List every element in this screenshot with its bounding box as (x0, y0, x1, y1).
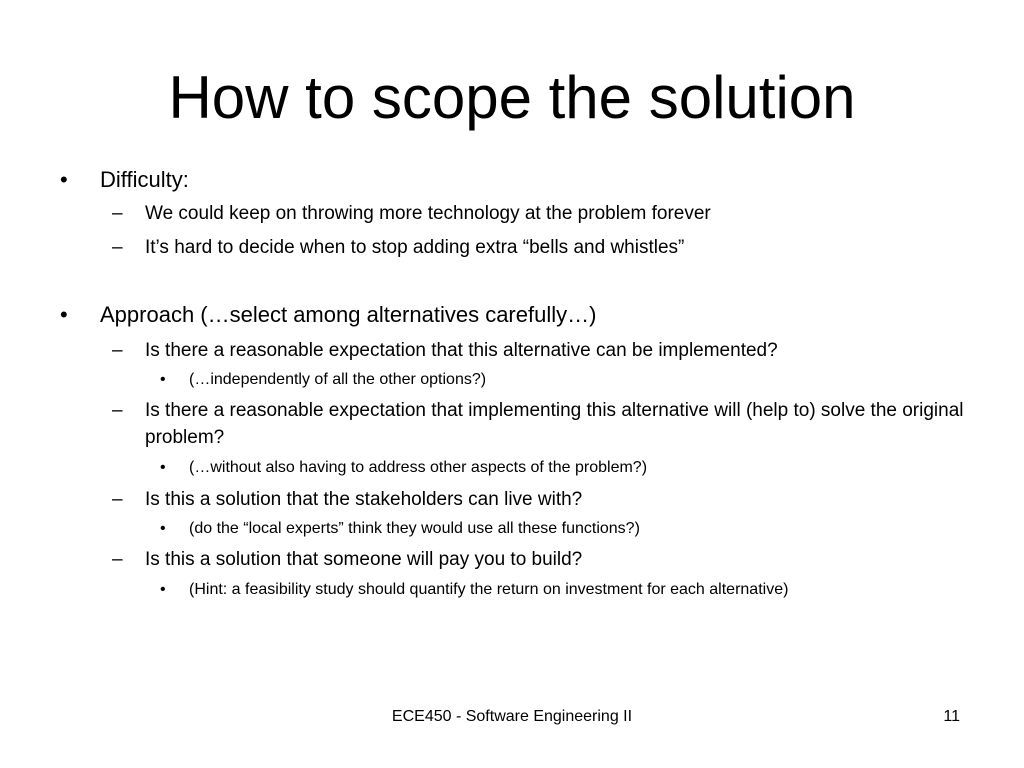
page-number: 11 (943, 708, 960, 725)
dash-marker: – (112, 340, 123, 361)
slide-title: How to scope the solution (168, 64, 856, 131)
sub-bullet (112, 200, 965, 227)
dash-marker: – (112, 400, 123, 421)
sub-bullet-text: Is there a reasonable expectation that this alternative can be implemented? (145, 340, 778, 361)
sub-bullet (112, 397, 965, 451)
footer-course-title: ECE450 - Software Engineering II (391, 708, 633, 725)
bullet-marker: • (60, 167, 68, 192)
bullet-marker: • (60, 302, 68, 327)
sub-bullet-text: We could keep on throwing more technology at the problem forever (145, 203, 711, 224)
sub-sub-bullet (160, 519, 640, 539)
dot-marker: • (160, 581, 166, 598)
bullet-approach (60, 302, 596, 328)
sub-bullet-text: It’s hard to decide when to stop adding extra “bells and whistles” (145, 237, 685, 258)
sub-bullet (112, 234, 965, 261)
sub-bullet-text: Is this a solution that the stakeholders can live with? (145, 489, 583, 510)
sub-sub-bullet (160, 580, 788, 600)
dash-marker: – (112, 489, 123, 510)
dash-marker: – (112, 237, 123, 258)
sub-sub-bullet (160, 370, 486, 390)
dash-marker: – (112, 203, 123, 224)
dot-marker: • (160, 371, 166, 388)
dash-marker: – (112, 549, 123, 570)
sub-sub-bullet (160, 458, 647, 478)
dot-marker: • (160, 520, 166, 537)
sub-sub-bullet-text: (…independently of all the other options?) (189, 371, 487, 388)
sub-bullet (112, 337, 965, 364)
bullet-text: Approach (…select among alternatives carefully…) (100, 302, 597, 327)
bullet-difficulty (60, 167, 189, 193)
sub-bullet (112, 486, 965, 513)
bullet-text: Difficulty: (100, 167, 189, 192)
sub-bullet-text: Is this a solution that someone will pay you to build? (145, 549, 583, 570)
sub-bullet-text: Is there a reasonable expectation that implementing this alternative will (help to) solve the original problem? (145, 400, 964, 448)
sub-bullet (112, 546, 965, 573)
sub-sub-bullet-text: (Hint: a feasibility study should quantify the return on investment for each alternative) (189, 581, 789, 598)
sub-sub-bullet-text: (…without also having to address other aspects of the problem?) (189, 459, 648, 476)
sub-sub-bullet-text: (do the “local experts” think they would use all these functions?) (189, 520, 640, 537)
dot-marker: • (160, 459, 166, 476)
